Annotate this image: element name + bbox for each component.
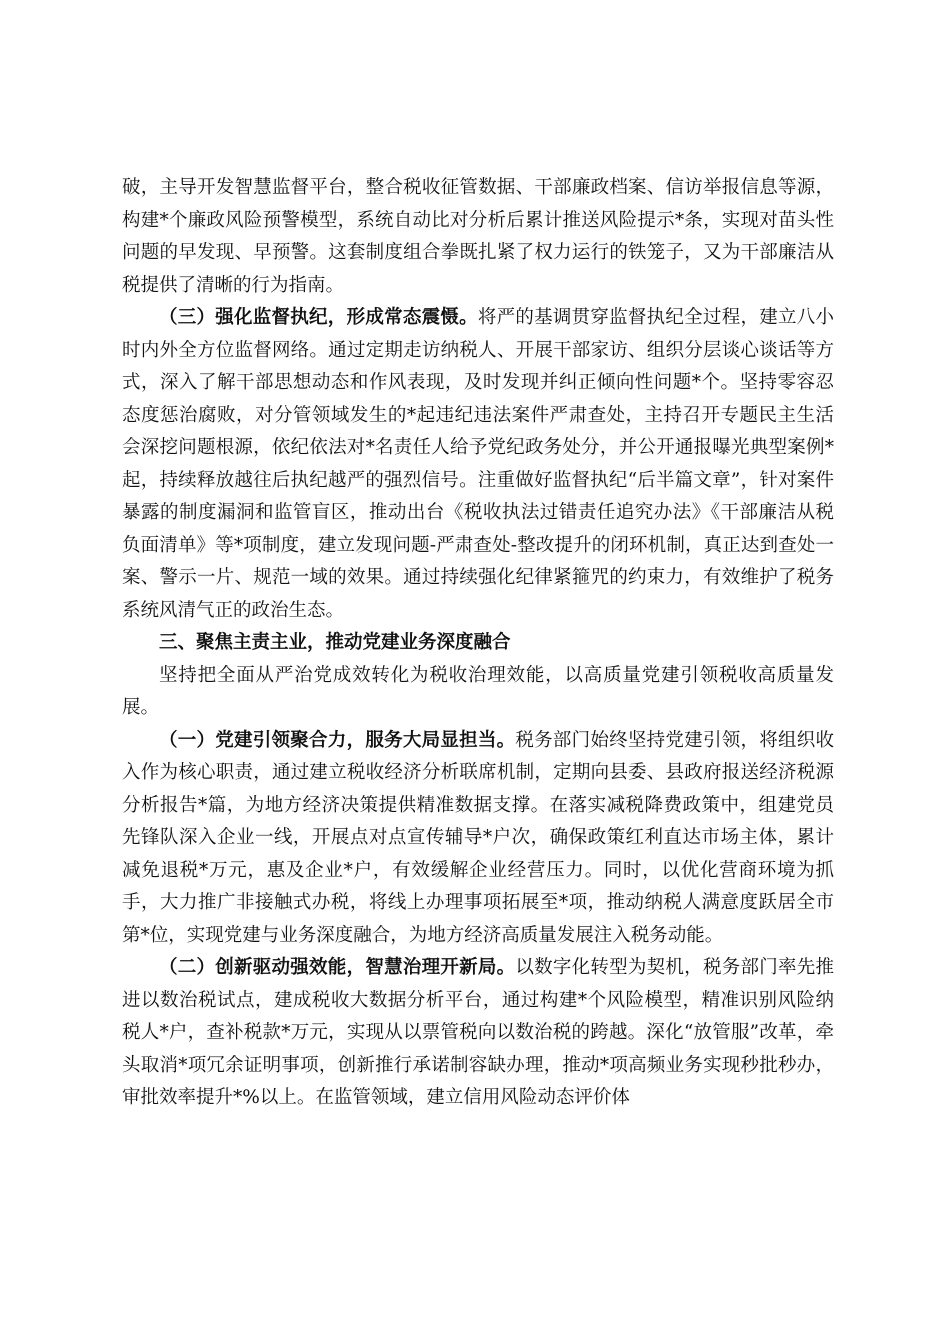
paragraph	[122, 725, 834, 953]
paragraph-text: 税务部门始终坚持党建引领，将组织收入作为核心职责，通过建立税收经济分析联席机制，定期向县委、县政府报送经济税源分析报告*篇，为地方经济决策提供精准数据支撑。在落实减税降费政策中，组建党员先锋队深入企业一线，开展点对点宣传辅导*户次，确保政策红利直达市场主体，累计减免退税*万元，惠及企业*户，有效缓解企业经营压力。同时，以优化营商环境为抓手，大力推广非接触式办税，将线上办理事项拓展至*项，推动纳税人满意度跃居全市第*位，实现党建与业务深度融合，为地方经济高质量发展注入税务动能。	[122, 729, 834, 946]
paragraph-lead: （三）强化监督执纪，形成常态震慑。	[159, 307, 478, 328]
paragraph	[122, 660, 834, 725]
section-heading: 三、聚焦主责主业，推动党建业务深度融合	[159, 632, 511, 653]
paragraph	[122, 172, 834, 302]
paragraph-text: 将严的基调贯穿监督执纪全过程，建立八小时内外全方位监督网络。通过定期走访纳税人、开展干部家访、组织分层谈心谈话等方式，深入了解干部思想动态和作风表现，及时发现并纠正倾向性问题*个。坚持零容忍态度惩治腐败，对分管领域发生的*起违纪违法案件严肃查处，主持召开专题民主生活会深挖问题根源，依纪依法对*名责任人给予党纪政务处分，并公开通报曝光典型案例*起，持续释放越往后执纪越严的强烈信号。注重做好监督执纪“后半篇文章”，针对案件暴露的制度漏洞和监管盲区，推动出台《税收执法过错责任追究办法》《干部廉洁从税负面清单》等*项制度，建立发现问题-严肃查处-整改提升的闭环机制，真正达到查处一案、警示一片、规范一域的效果。通过持续强化纪律紧箍咒的约束力，有效维护了税务系统风清气正的政治生态。	[122, 307, 834, 621]
paragraph-lead: （二）创新驱动强效能，智慧治理开新局。	[159, 957, 516, 978]
document-body	[122, 172, 834, 1115]
paragraph-text: 以数字化转型为契机，税务部门率先推进以数治税试点，建成税收大数据分析平台，通过构建*个风险模型，精准识别风险纳税人*户，查补税款*万元，实现从以票管税向以数治税的跨越。深化“放管服”改革，牵头取消*项冗余证明事项，创新推行承诺制容缺办理，推动*项高频业务实现秒批秒办，审批效率提升*%以上。在监管领域，建立信用风险动态评价体	[122, 957, 834, 1108]
paragraph	[122, 952, 834, 1115]
paragraph-text: 坚持把全面从严治党成效转化为税收治理效能，以高质量党建引领税收高质量发展。	[122, 664, 834, 718]
paragraph-text: 破，主导开发智慧监督平台，整合税收征管数据、干部廉政档案、信访举报信息等源，构建*个廉政风险预警模型，系统自动比对分析后累计推送风险提示*条，实现对苗头性问题的早发现、早预警。这套制度组合拳既扎紧了权力运行的铁笼子，又为干部廉洁从税提供了清晰的行为指南。	[122, 177, 834, 296]
paragraph-lead: （一）党建引领聚合力，服务大局显担当。	[159, 729, 516, 751]
paragraph	[122, 302, 834, 627]
